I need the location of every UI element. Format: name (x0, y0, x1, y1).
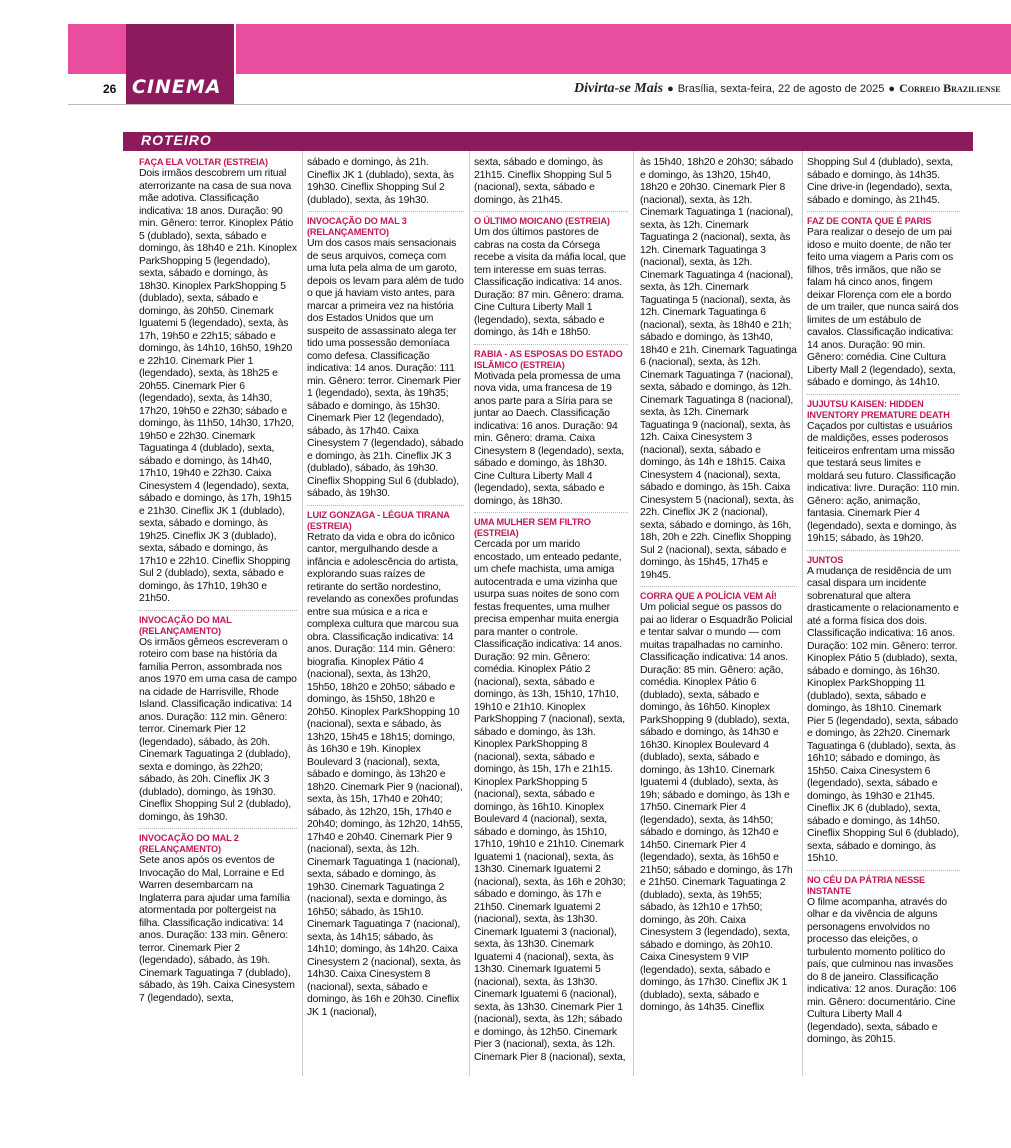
bullet-icon: ● (667, 83, 674, 95)
section-tab (126, 24, 234, 104)
film-title: INVOCAÇÃO DO MAL 2 (RELANÇAMENTO) (139, 833, 239, 854)
page-number: 26 (103, 82, 117, 96)
listing-separator (807, 394, 960, 395)
listing-separator (807, 211, 960, 212)
film-listing (474, 157, 628, 207)
dateline: Brasília, sexta-feira, 22 de agosto de 2025 (677, 83, 885, 95)
film-listing (474, 216, 628, 340)
section-title: CINEMA (132, 76, 222, 98)
film-listing (474, 349, 628, 509)
listing-separator (307, 505, 464, 506)
film-listing (807, 216, 960, 390)
film-listing (307, 216, 464, 501)
film-description: A mudança de residência de um casal dispara um incidente sobrenatural que altera drasticamente o relacionamento e até a forma física dos dois. Classificação indicativa: 16 anos. Duração: 102 min. Gênero: terror. Kinoplex Pátio 5 (dublado), sexta, sábado e domingo, às 16h30. Kinoplex ParkShopping 11 (dublado), sexta, sábado e domingo, às 18h10. Cinemark Pier 5 (legendado), sexta, sábado e domingo, às 22h20. Cinemark Taguatinga 6 (dublado), sexta, às 16h10; sábado e domingo, às 15h50. Caixa Cinesystem 6 (legendado), sexta, sábado e domingo, às 19h30 e 21h45. Cineflix JK 6 (dublado), sexta, sábado e domingo, às 14h50. Cineflix Shopping Sul 6 (dublado), sexta, sábado e domingo, às 15h10. (807, 565, 960, 864)
film-description: sexta, sábado e domingo, às 21h15. Cineflix Shopping Sul 5 (nacional), sexta, sábado e domingo, às 21h45. (474, 157, 612, 206)
film-description: Dois irmãos descobrem um ritual aterrorizante na casa de sua nova mãe adotiva. Classificação indicativa: 18 anos. Duração: 90 min. Gênero: terror. Kinoplex Pátio 5 (dublado), sexta, sábado e domingo, às 18h40 e 21h. Kinoplex ParkShopping 5 (legendado), sexta, sábado e domingo, às 18h30. Kinoplex ParkShopping 5 (dublado), sexta, sábado e domingo, às 20h50. Cinemark Iguatemi 5 (legendado), sexta, às 17h, 19h50 e 22h15; sábado e domingo, às 14h10, 16h50, 19h20 e 22h10. Cinemark Pier 1 (legendado), sexta, às 18h25 e 20h55. Cinemark Pier 6 (legendado), sexta, às 14h30, 17h20, 19h50 e 22h30; sábado e domingo, às 11h50, 14h30, 17h20, 19h50 e 22h30. Cinemark Taguatinga 4 (dublado), sexta, sábado e domingo, às 14h40, 17h10, 19h40 e 22h30. Caixa Cinesystem 4 (legendado), sexta, sábado e domingo, às 17h, 19h15 e 21h30. Cineflix JK 1 (dublado), sexta, sábado e domingo, às 19h25. Cineflix JK 3 (dublado), sexta, sábado e domingo, às 17h10 e 22h10. Cineflix Shopping Sul 2 (dublado), sexta, sábado e domingo, às 17h10, 19h30 e 21h50. (139, 168, 297, 604)
film-description: Cercada por um marido encostado, um enteado pedante, um chefe machista, uma amiga autocentrada e uma vizinha que usurpa suas noites de sono com festas frequentes, uma mulher precisa empenhar muita energia para manter o controle. Classificação indicativa: 14 anos. Duração: 92 min. Gênero: comédia. Kinoplex Pátio 2 (nacional), sexta, sábado e domingo, às 13h, 15h10, 17h10, 19h10 e 21h10. Kinoplex ParkShopping 7 (nacional), sexta, sábado e domingo, às 13h. Kinoplex ParkShopping 8 (nacional), sexta, sábado e domingo, às 15h, 17h e 21h15. Kinoplex ParkShopping 5 (nacional), sexta, sábado e domingo, às 16h10. Kinoplex Boulevard 4 (nacional), sexta, sábado e domingo, às 15h10, 17h10, 19h10 e 21h10. Cinemark Iguatemi 1 (nacional), sexta, às 13h30. Cinemark Iguatemi 2 (nacional), sexta, às 16h e 20h30; sábado e domingo, às 17h e 21h50. Cinemark Iguatemi 2 (nacional), sexta, às 13h30. Cinemark Iguatemi 3 (nacional), sexta, às 13h30. Cinemark Iguatemi 4 (nacional), sexta, às 13h30. Cinemark Iguatemi 5 (nacional), sexta, às 13h30. Cinemark Iguatemi 6 (nacional), sexta, às 13h30. Cinemark Pier 1 (nacional), sexta, às 12h; sábado e domingo, às 12h50. Cinemark Pier 3 (nacional), sexta, às 12h. Cinemark Pier 8 (nacional), sexta, (474, 539, 626, 1063)
column-divider (633, 151, 634, 1076)
film-listing (139, 157, 297, 606)
roteiro-title: ROTEIRO (141, 132, 212, 148)
header-band-left (68, 24, 126, 74)
listing-separator (807, 870, 960, 871)
film-description: Motivada pela promessa de uma nova vida, uma francesa de 19 anos parte para a Síria para se juntar ao Daech. Classificação indicativa: 16 anos. Duração: 94 min. Gênero: drama. Caixa Cinesystem 8 (legendado), sexta, sábado e domingo, às 18h30. Cine Cultura Liberty Mall 4 (legendado), sexta, sábado e domingo, às 18h30. (474, 370, 624, 507)
listing-separator (139, 828, 297, 829)
header-band-right (236, 24, 1011, 74)
film-listing (807, 157, 960, 207)
film-description: Caçados por cultistas e usuários de maldições, esses poderosos feiticeiros enfrentam uma missão que testará seus limites e moldará seu futuro. Classificação indicativa: livre. Duração: 110 min. Gênero: ação, animação, fantasia. Cinemark Pier 4 (legendado), sexta e domingo, às 19h15; sábado, às 19h20. (807, 420, 960, 544)
film-description: Os irmãos gêmeos escreveram o roteiro com base na história da família Perron, assombrada nos anos 1970 em uma casa de campo na cidade de Harrisville, Rhode Island. Classificação indicativa: 14 anos. Duração: 112 min. Gênero: terror. Cinemark Pier 12 (legendado), sábado, às 20h. Cinemark Taguatinga 2 (dublado), sexta e domingo, às 22h20; sábado, às 20h. Cineflix JK 3 (dublado), domingo, às 19h30. Cineflix Shopping Sul 2 (dublado), domingo, às 19h30. (139, 636, 297, 823)
film-title: UMA MULHER SEM FILTRO (ESTREIA) (474, 517, 591, 538)
film-listing (640, 157, 797, 582)
listing-column (474, 157, 628, 1082)
film-description: Um dos últimos pastores de cabras na costa da Córsega recebe a visita da máfia local, que tem interesse em suas terras. Classificação indicativa: 14 anos. Duração: 87 min. Gênero: drama. Cine Cultura Liberty Mall 1 (legendado), sexta, sábado e domingo, às 14h e 18h50. (474, 227, 626, 338)
film-description: O filme acompanha, através do olhar e da vivência de alguns personagens envolvidos no processo das eleições, o turbulento momento político do país, que culminou nas invasões do 8 de janeiro. Classificação indicativa: 12 anos. Duração: 106 min. Gênero: documentário. Cine Cultura Liberty Mall 4 (legendado), sexta, sábado e domingo, às 20h15. (807, 896, 957, 1045)
newspaper-name: Correio Braziliense (899, 81, 1001, 95)
header-rule (68, 104, 1011, 105)
bullet-icon: ● (888, 83, 896, 95)
film-description: Shopping Sul 4 (dublado), sexta, sábado e domingo, às 14h35. Cine drive-in (legendado), sexta, sábado e domingo, às 21h45. (807, 157, 953, 206)
film-description: Retrato da vida e obra do icônico cantor, mergulhando desde a infância e adolescência do artista, explorando suas raízes de retirante do sertão nordestino, revelando as conexões profundas entre sua música e a rica e complexa cultura que marcou sua obra. Classificação indicativa: 14 anos. Duração: 114 min. Gênero: biografia. Kinoplex Pátio 4 (nacional), sexta, às 13h20, 15h50, 18h20 e 20h50; sábado e domingo, às 15h50, 18h20 e 20h50. Kinoplex ParkShopping 10 (nacional), sexta e sábado, às 13h20, 15h45 e 18h15; domingo, às 16h30 e 19h. Kinoplex Boulevard 3 (nacional), sexta, sábado e domingo, às 13h20 e 18h20. Cinemark Pier 9 (nacional), sexta, às 15h, 17h40 e 20h40; sábado, às 12h20, 15h, 17h40 e 20h40; domingo, às 12h20, 14h55, 17h40 e 20h40. Cinemark Pier 9 (nacional), sexta, às 12h. Cinemark Taguatinga 1 (nacional), sexta, sábado e domingo, às 19h30. Cinemark Taguatinga 2 (nacional), sexta e domingo, às 16h50; sábado, às 15h10. Cinemark Taguatinga 7 (nacional), sexta, às 14h15; sábado, às 14h10; domingo, às 14h20. Caixa Cinesystem 2 (nacional), sexta, às 14h30. Caixa Cinesystem 8 (nacional), sexta, sábado e domingo, às 16h e 20h30. Cineflix JK 1 (nacional), (307, 531, 463, 1018)
film-title: JUJUTSU KAISEN: HIDDEN INVENTORY PREMATURE DEATH (807, 398, 950, 420)
film-title: INVOCAÇÃO DO MAL (RELANÇAMENTO) (139, 614, 232, 636)
column-divider (302, 151, 303, 1076)
film-description: sábado e domingo, às 21h. Cineflix JK 1 (dublado), sexta, às 19h30. Cineflix Shopping Sul 2 (dublado), sexta, às 19h30. (307, 157, 454, 206)
film-listing (807, 555, 960, 866)
film-listing (307, 510, 464, 1020)
film-title: RABIA - AS ESPOSAS DO ESTADO ISLÂMICO (ESTREIA) (474, 348, 623, 370)
film-title: LUIZ GONZAGA - LÉGUA TIRANA (ESTREIA) (307, 509, 450, 531)
film-listing (807, 875, 960, 1047)
listing-separator (474, 512, 628, 513)
listing-column (640, 157, 797, 1082)
listing-column (307, 157, 464, 1082)
film-description: Um policial segue os passos do pai ao liderar o Esquadrão Policial e tentar salvar o mundo — com muitas trapalhadas no caminho. Classificação indicativa: 14 anos. Duração: 85 min. Gênero: ação, comédia. Kinoplex Pátio 6 (dublado), sexta, sábado e domingo, às 16h50. Kinoplex ParkShopping 9 (dublado), sexta, sábado e domingo, às 14h30 e 16h30. Kinoplex Boulevard 4 (dublado), sexta, sábado e domingo, às 13h10. Cinemark Iguatemi 4 (dublado), sexta, às 19h; sábado e domingo, às 13h e 17h50. Cinemark Pier 4 (legendado), sexta, às 14h50; sábado e domingo, às 12h40 e 14h50. Cinemark Pier 4 (legendado), sexta, às 16h50 e 21h50; sábado e domingo, às 17h e 21h50. Cinemark Taguatinga 2 (dublado), sexta, às 19h55; sábado, às 12h10 e 17h50; domingo, às 20h. Caixa Cinesystem 3 (legendado), sexta, sábado e domingo, às 20h10. Caixa Cinesystem 9 VIP (legendado), sexta, sábado e domingo, às 17h30. Cineflix JK 1 (dublado), sexta, sábado e domingo, às 14h35. Cineflix (640, 602, 793, 1013)
listing-separator (807, 550, 960, 551)
film-description: Para realizar o desejo de um pai idoso e muito doente, de não ter feito uma viagem a Paris com os filhos, três irmãos, que não se falam há cinco anos, fingem deixar Florença com ele a bordo de um trailer, que nunca sairá dos limites de um estábulo de cavalos. Classificação indicativa: 14 anos. Duração: 90 min. Gênero: comédia. Cine Cultura Liberty Mall 2 (legendado), sexta, sábado e domingo, às 14h10. (807, 227, 959, 388)
listing-separator (640, 586, 797, 587)
listing-separator (474, 211, 628, 212)
film-listing (474, 517, 628, 1064)
listing-column (807, 157, 960, 1082)
listing-separator (474, 344, 628, 345)
masthead (574, 81, 1001, 97)
film-listing (139, 615, 297, 825)
column-divider (469, 151, 470, 1076)
film-listing (139, 833, 297, 1005)
film-title: CORRA QUE A POLÍCIA VEM AÍ! (640, 591, 777, 601)
roteiro-bar (123, 132, 973, 149)
roteiro-rule (123, 149, 973, 151)
film-title: NO CÉU DA PÁTRIA NESSE INSTANTE (807, 874, 926, 896)
film-title: O ÚLTIMO MOICANO (ESTREIA) (474, 216, 610, 226)
listing-column (139, 157, 297, 1082)
listing-separator (139, 610, 297, 611)
film-listing (640, 591, 797, 1015)
film-title: FAZ DE CONTA QUE É PARIS (807, 216, 932, 226)
film-description: Sete anos após os eventos de Invocação do Mal, Lorraine e Ed Warren desembarcam na Inglaterra para ajudar uma família atormentada por poltergeist na filha. Classificação indicativa: 14 anos. Duração: 133 min. Gênero: terror. Cinemark Pier 2 (legendado), sábado, às 19h. Cinemark Taguatinga 7 (dublado), sábado, às 19h. Caixa Cinesystem 7 (legendado), sexta, (139, 855, 295, 1004)
film-description: Um dos casos mais sensacionais de seus arquivos, começa com uma luta pela alma de um garoto, depois os levam para além de tudo o que já haviam visto antes, para marcar a primeira vez na história dos Estados Unidos que um suspeito de assassinato alega ter tido uma possessão demoníaca como defesa. Classificação indicativa: 14 anos. Duração: 111 min. Gênero: terror. Cinemark Pier 1 (legendado), sexta, às 19h35; sábado e domingo, às 15h30. Cinemark Pier 12 (legendado), sábado, às 17h40. Caixa Cinesystem 7 (legendado), sábado e domingo, às 21h. Cineflix JK 3 (dublado), sábado, às 19h30. Cineflix Shopping Sul 6 (dublado), sábado, às 19h30. (307, 238, 464, 499)
supplement-name: Divirta-se Mais (574, 81, 664, 96)
column-divider (802, 151, 803, 1076)
film-description: às 15h40, 18h20 e 20h30; sábado e domingo, às 13h20, 15h40, 18h20 e 20h30. Cinemark Pier 8 (nacional), sexta, às 12h. Cinemark Taguatinga 1 (nacional), sexta, às 12h. Cinemark Taguatinga 2 (nacional), sexta, às 12h. Cinemark Taguatinga 3 (nacional), sexta, às 12h. Cinemark Taguatinga 4 (nacional), sexta, às 12h. Cinemark Taguatinga 5 (nacional), sexta, às 12h. Cinemark Taguatinga 6 (nacional), sexta, às 18h40 e 21h; sábado e domingo, às 13h40, 18h40 e 21h. Cinemark Taguatinga 6 (nacional), sexta, às 12h. Cinemark Taguatinga 7 (nacional), sexta, sábado e domingo, às 12h. Cinemark Taguatinga 8 (nacional), sexta, às 12h. Cinemark Taguatinga 9 (nacional), sexta, às 12h. Caixa Cinesystem 3 (nacional), sexta, sábado e domingo, às 14h e 18h15. Caixa Cinesystem 4 (nacional), sexta, sábado e domingo, às 15h. Caixa Cinesystem 5 (nacional), sexta, às 22h. Cineflix JK 2 (nacional), sexta, sábado e domingo, às 16h, 18h, 20h e 22h. Cineflix Shopping Sul 2 (nacional), sexta, sábado e domingo, às 15h45, 17h45 e 19h45. (640, 157, 797, 581)
film-listing (807, 399, 960, 546)
film-title: INVOCAÇÃO DO MAL 3 (RELANÇAMENTO) (307, 216, 407, 237)
film-title: FAÇA ELA VOLTAR (ESTREIA) (139, 157, 268, 167)
film-listing (307, 157, 464, 207)
film-title: JUNTOS (807, 554, 844, 565)
listing-separator (307, 211, 464, 212)
